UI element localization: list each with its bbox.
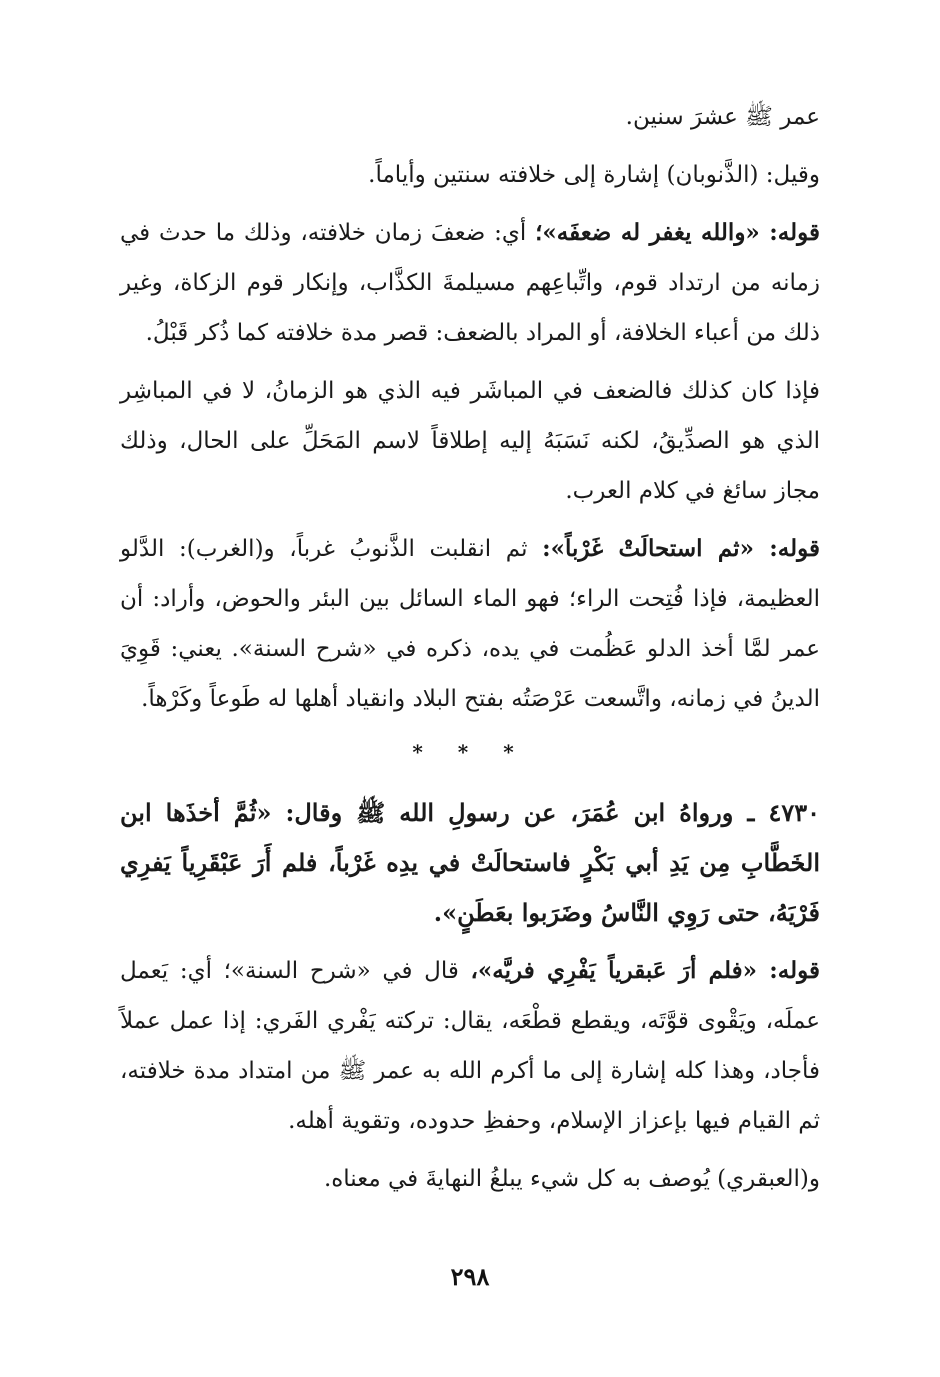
paragraph-metaphor: فإذا كان كذلك فالضعف في المباشَر فيه الذي هو الزمانُ، لا في المباشِر الذي هو الصدِّيقُ، لكنه نَسَبَهُ إليه إطلاقاً لاسم المَحَلِّ على الحال، وذلك مجاز سائغ في كلام العرب.: [120, 378, 820, 504]
commentary-lead: قوله: «والله يغفر له ضعفَه»؛: [535, 219, 820, 246]
paragraph-commentary-abqari: [120, 946, 820, 1146]
commentary-lead: قوله: «ثم استحالَتْ غَرْباً»:: [542, 535, 820, 562]
page-body: [120, 92, 820, 1212]
commentary-lead: قوله: «فلم أرَ عَبقرياً يَفْرِي فريَّه»،: [470, 957, 820, 984]
paragraph-abqari-definition: و(العبقري) يُوصف به كل شيء يبلغُ النهايةَ في معناه.: [323, 1166, 820, 1192]
commentary-text: أي: ضعفَ زمان خلافته، وذلك ما حدث في زمانه من ارتداد قوم، واتِّباعِهم مسيلمةَ الكذَّاب، وإنكار قوم الزكاة، وغير ذلك من أعباء الخلافة، أو المراد بالضعف: قصر مدة خلافته كما ذُكر قَبْلُ.: [120, 220, 820, 346]
page-number: ٢٩٨: [450, 1262, 490, 1291]
section-separator: * * *: [412, 740, 528, 764]
paragraph-commentary-weakness: [120, 208, 820, 358]
paragraph-dhanuban: وقيل: (الذَّنوبان) إشارة إلى خلافته سنتين وأياماً.: [368, 162, 820, 188]
paragraph-intro: عمر ﷺ عشرَ سنين.: [625, 104, 820, 130]
commentary-text: ثم انقلبت الذَّنوبُ غرباً، و(الغرب): الدَّلو العظيمة، فإذا فُتِحت الراء؛ فهو الماء السائل بين البئر والحوض، وأراد: أن عمر لمَّا أخذ الدلو عَظُمت في يده، ذكره في «شرح السنة». يعني: قَوِيَ الدينُ في زمانه، واتَّسعت عَرْصَتُه بفتح البلاد وانقياد أهلها له طَوعاً وكَرْهاً.: [120, 536, 820, 712]
commentary-text: قال في «شرح السنة»؛ أي: يَعمل عملَه، ويَقْوى قوَّتَه، ويقطع قطْعَه، يقال: تركته يَفْري الفَري: إذا عمل عملاً فأجاد، وهذا كله إشارة إلى ما أكرم الله به عمر ﷺ من امتداد مدة خلافته، ثم القيام فيها بإعزاز الإسلام، وحفظِ حدوده، وتقوية أهله.: [120, 958, 820, 1134]
hadith-4730: ٤٧٣٠ ـ ورواهُ ابن عُمَرَ، عن رسولِ الله ﷺ وقال: «ثُمَّ أخذَها ابن الخَطَّابِ مِن يَدِ أبي بَكْرٍ فاستحالَتْ في يدِه غَرْباً، فلم أَرَ عَبْقَرِياً يَفرِي فَرْيَهُ، حتى رَوِي النَّاسُ وضَرَبوا بعَطَنٍ».: [120, 798, 820, 927]
paragraph-commentary-gharb: [120, 524, 820, 724]
